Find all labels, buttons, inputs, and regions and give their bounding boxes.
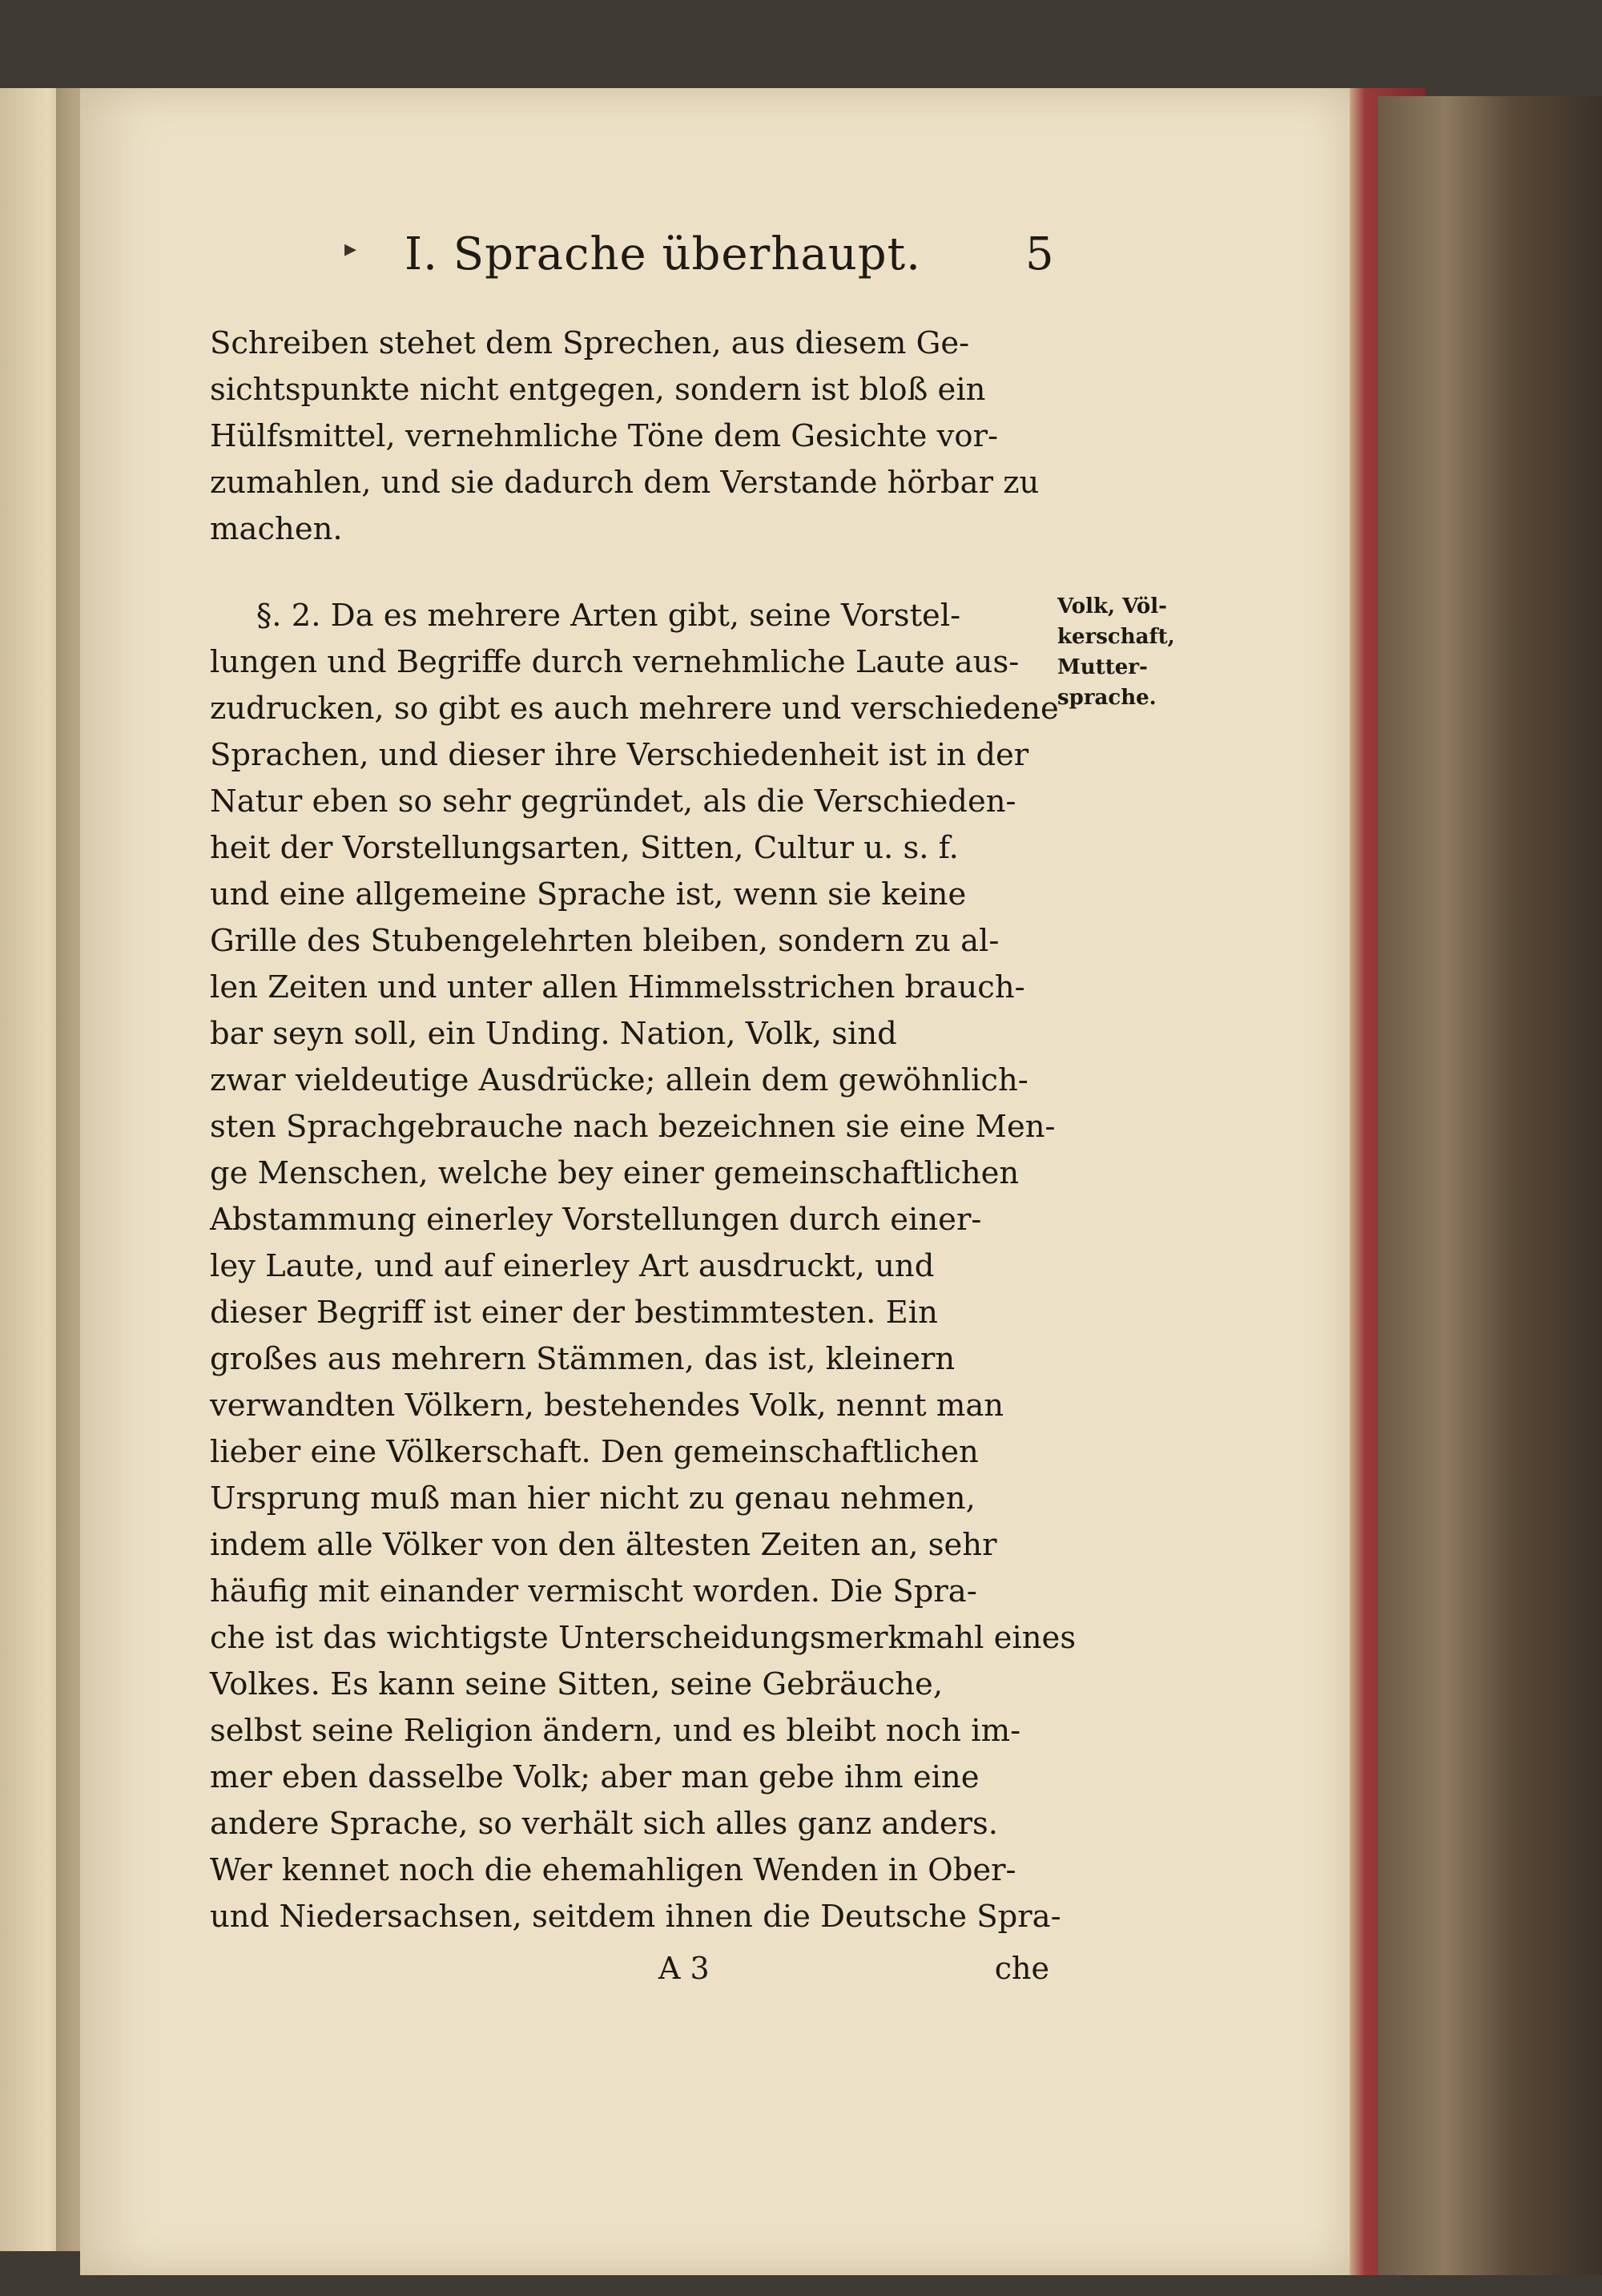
header-title: I. Sprache überhaupt. — [405, 228, 921, 280]
text-line: Hülfsmittel, vernehmliche Töne dem Gesichte vor- — [210, 418, 999, 454]
catchword: che — [994, 1951, 1049, 1986]
book-cover — [1378, 96, 1602, 2275]
text-line: sten Sprachgebrauche nach bezeichnen sie eine Men- — [210, 1109, 1056, 1145]
margin-note-line: Mutter- — [1057, 655, 1148, 679]
text-line: che ist das wichtigste Unterscheidungsmerkmahl eines — [210, 1620, 1077, 1656]
text-line: len Zeiten und unter allen Himmelsstrichen brauch- — [210, 969, 1025, 1005]
body-text — [210, 320, 1077, 1940]
margin-note-line: Volk, Völ- — [1057, 594, 1167, 618]
text-line: ley Laute, und auf einerley Art ausdruckt, und — [210, 1248, 935, 1284]
text-line: verwandten Völkern, bestehendes Volk, nennt man — [210, 1388, 1004, 1424]
text-line: Abstammung einerley Vorstellungen durch einer- — [210, 1202, 982, 1238]
page-number: 5 — [1025, 228, 1054, 280]
text-line: dieser Begriff ist einer der bestimmtesten. Ein — [210, 1295, 938, 1331]
paragraph-1 — [210, 320, 1049, 553]
header-ornament-icon: ▸ — [344, 235, 357, 263]
text-line: und Niedersachsen, seitdem ihnen die Deutsche Spra- — [210, 1899, 1061, 1935]
text-line: Volkes. Es kann seine Sitten, seine Gebräuche, — [210, 1666, 944, 1702]
text-line: Natur eben so sehr gegründet, als die Verschieden- — [210, 783, 1016, 820]
text-line: mer eben dasselbe Volk; aber man gebe ihm eine — [210, 1759, 980, 1795]
text-line: andere Sprache, so verhält sich alles ganz anders. — [210, 1806, 999, 1842]
text-line: ge Menschen, welche bey einer gemeinschaftlichen — [210, 1155, 1020, 1191]
text-line: Ursprung muß man hier nicht zu genau nehmen, — [210, 1480, 976, 1517]
text-line: Sprachen, und dieser ihre Verschiedenheit ist in der — [210, 737, 1029, 773]
facing-page-edge — [0, 88, 80, 2251]
text-line: zwar vieldeutige Ausdrücke; allein dem gewöhnlich- — [210, 1062, 1028, 1098]
text-line: Schreiben stehet dem Sprechen, aus diesem Ge- — [210, 325, 970, 361]
text-line: indem alle Völker von den ältesten Zeiten an, sehr — [210, 1527, 997, 1563]
margin-note-line: kerschaft, — [1057, 625, 1175, 649]
paragraph-gap — [210, 553, 1049, 593]
text-line: zudrucken, so gibt es auch mehrere und verschiedene — [210, 691, 1059, 727]
text-line: heit der Vorstellungsarten, Sitten, Cultur u. s. f. — [210, 830, 959, 866]
text-line: und eine allgemeine Sprache ist, wenn sie keine — [210, 876, 967, 912]
margin-note-line: sprache. — [1057, 686, 1157, 710]
text-line: sichtspunkte nicht entgegen, sondern ist bloß ein — [210, 372, 986, 408]
running-header — [344, 228, 1054, 292]
signature-mark: A 3 — [658, 1951, 710, 1986]
text-line: großes aus mehrern Stämmen, das ist, kleinern — [210, 1341, 956, 1377]
text-line: häufig mit einander vermischt worden. Die Spra- — [210, 1573, 977, 1609]
margin-note — [1057, 591, 1218, 713]
text-line: selbst seine Religion ändern, und es bleibt noch im- — [210, 1713, 1021, 1749]
text-line: Grille des Stubengelehrten bleiben, sondern zu al- — [210, 923, 1000, 959]
text-line: zumahlen, und sie dadurch dem Verstande hörbar zu — [210, 465, 1040, 501]
text-line: lieber eine Völkerschaft. Den gemeinschaftlichen — [210, 1434, 979, 1470]
text-line: Wer kennet noch die ehemahligen Wenden in Ober- — [210, 1852, 1016, 1888]
text-line: bar seyn soll, ein Unding. Nation, Volk, sind — [210, 1016, 897, 1052]
page-footer — [210, 1951, 1049, 1999]
text-line: §. 2. Da es mehrere Arten gibt, seine Vorstel- — [256, 598, 961, 634]
text-line: machen. — [210, 511, 343, 547]
paragraph-2 — [210, 593, 1077, 1940]
text-line: lungen und Begriffe durch vernehmliche Laute aus- — [210, 644, 1020, 680]
